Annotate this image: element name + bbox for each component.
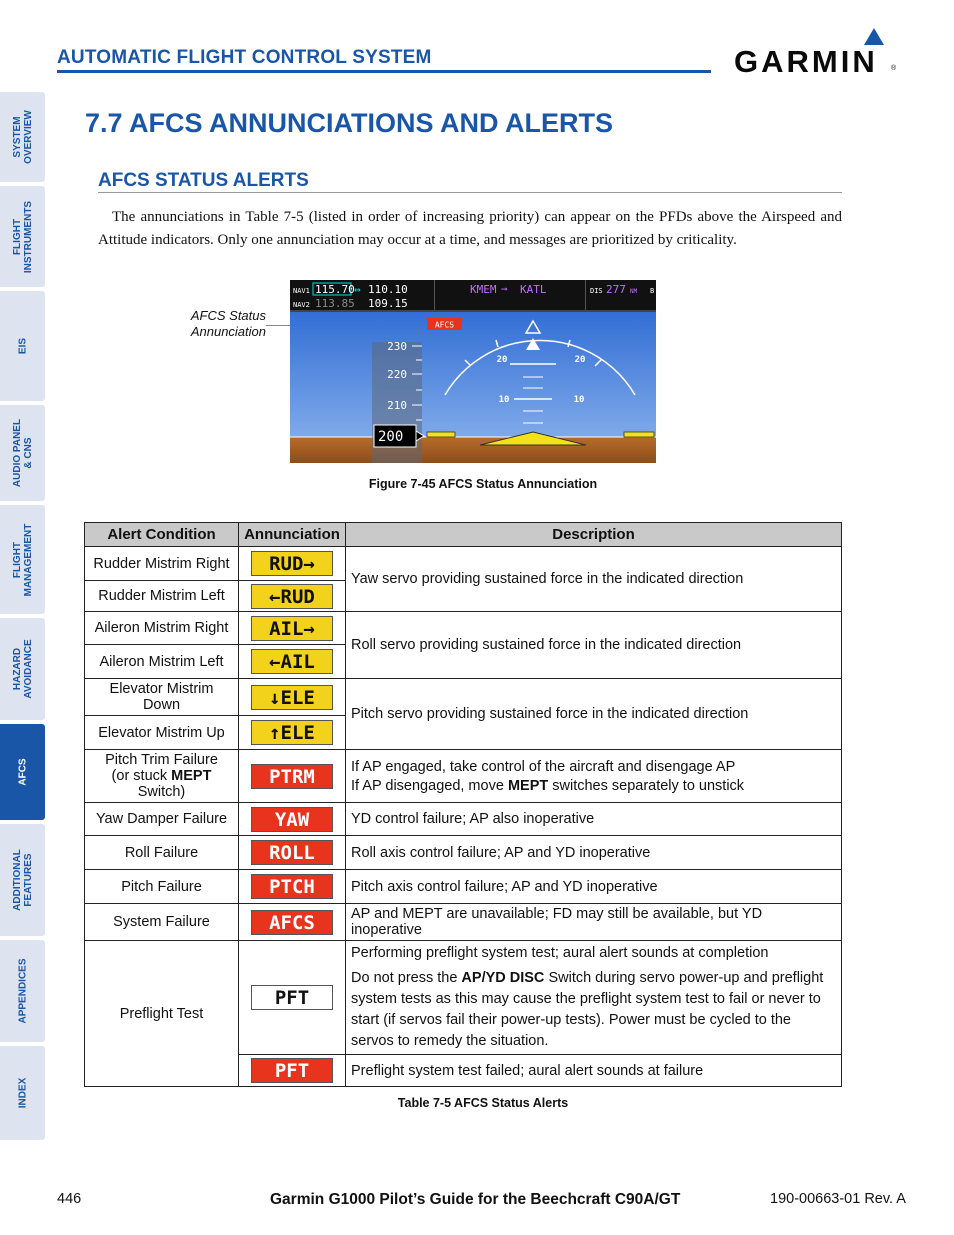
dis-label: DIS — [590, 287, 603, 295]
alert-condition: Pitch Trim Failure (or stuck MEPT Switch) — [85, 750, 239, 803]
annunciation-chip: ROLL — [251, 840, 333, 865]
table-header-row — [85, 523, 842, 547]
route-from: KMEM — [470, 283, 497, 296]
page-title: 7.7 AFCS ANNUNCIATIONS AND ALERTS — [85, 108, 614, 138]
nav1-standby: 110.10 — [368, 283, 408, 296]
annunciation-chip: PTRM — [251, 764, 333, 789]
alert-condition: Yaw Damper Failure — [85, 803, 239, 836]
garmin-triangle-icon — [864, 28, 884, 45]
nav2-standby: 109.15 — [368, 297, 408, 310]
tab-eis[interactable]: EIS — [0, 291, 45, 401]
annunciation-chip: ←AIL — [251, 649, 333, 674]
alert-description: Preflight system test failed; aural alert sounds at failure — [346, 1055, 842, 1087]
table-row — [85, 870, 842, 904]
subheading-rule — [98, 192, 842, 193]
table-row — [85, 904, 842, 941]
tab-appendices[interactable]: APPENDICES — [0, 940, 45, 1042]
annunciation-chip: PFT — [251, 1058, 333, 1083]
figure-callout: AFCS Status Annunciation — [190, 308, 266, 339]
table-row — [85, 547, 842, 581]
tab-additional-features[interactable]: ADDITIONAL FEATURES — [0, 824, 45, 936]
airspeed-current: 200 — [378, 429, 404, 445]
alert-description: YD control failure; AP also inoperative — [346, 803, 842, 836]
pitch-label-20-left: 20 — [496, 355, 508, 365]
alert-description: Performing preflight system test; aural alert sounds at completion Do not press the AP/YD DISC Switch during servo power-up and preflight system tests as this may cause the preflight system test to fail or never to start (if servos fail their power-up tests). Power must be cycled to the servos to remedy the situation. — [346, 941, 842, 1055]
header-rule — [57, 70, 711, 73]
header-alert-condition: Alert Condition — [85, 523, 239, 547]
alert-condition: Preflight Test — [85, 941, 239, 1087]
table-row — [85, 836, 842, 870]
nav2-active: 113.85 — [315, 297, 355, 310]
header-description: Description — [346, 523, 842, 547]
alert-condition: Aileron Mistrim Left — [85, 645, 239, 679]
airspeed-tick-210: 210 — [387, 399, 407, 412]
tab-afcs[interactable]: AFCS — [0, 724, 45, 820]
afcs-annunciation-chip: AFCS — [434, 320, 455, 330]
table-row — [85, 941, 842, 1055]
annunciation-chip: RUD→ — [251, 551, 333, 576]
pitch-label-20-right: 20 — [574, 355, 586, 365]
pfd-illustration — [290, 280, 656, 463]
alert-condition: Rudder Mistrim Right — [85, 547, 239, 581]
figure-caption: Figure 7-45 AFCS Status Annunciation — [368, 477, 598, 491]
route-to: KATL — [520, 283, 547, 296]
left-wing-bar-icon — [427, 432, 455, 437]
annunciation-chip: AIL→ — [251, 616, 333, 641]
nav1-label: NAV1 — [293, 287, 310, 295]
dis-value: 277 — [606, 283, 626, 296]
tab-flight-management[interactable]: FLIGHT MANAGEMENT — [0, 505, 45, 614]
alert-description: AP and MEPT are unavailable; FD may still be available, but YD inoperative — [346, 904, 842, 941]
header-annunciation: Annunciation — [239, 523, 346, 547]
annunciation-chip: YAW — [251, 807, 333, 832]
pitch-label-10-right: 10 — [573, 395, 585, 405]
annunciation-chip: AFCS — [251, 910, 333, 935]
annunciation-chip: ↑ELE — [251, 720, 333, 745]
alert-condition: Aileron Mistrim Right — [85, 612, 239, 645]
nav1-active: 115.70 — [315, 283, 355, 296]
alert-description: Pitch axis control failure; AP and YD inoperative — [346, 870, 842, 904]
alert-condition: Roll Failure — [85, 836, 239, 870]
annunciation-chip: PTCH — [251, 874, 333, 899]
table-caption: Table 7-5 AFCS Status Alerts — [397, 1096, 569, 1110]
footer-title: Garmin G1000 Pilot’s Guide for the Beechcraft C90A/GT — [270, 1191, 681, 1208]
tab-audio-panel[interactable]: AUDIO PANEL & CNS — [0, 405, 45, 501]
intro-paragraph: The annunciations in Table 7-5 (listed in order of increasing priority) can appear on the PFDs above the Airspeed and Attitude indicators. Only one annunciation may occur at a time, and messages are prioritized by criticality. — [98, 209, 842, 248]
pfd-figure — [290, 280, 656, 463]
route-arrow-icon: ➞ — [501, 283, 508, 296]
registered-mark: ® — [891, 65, 897, 72]
airspeed-tick-230: 230 — [387, 340, 407, 353]
alert-description: Pitch servo providing sustained force in the indicated direction — [346, 679, 842, 750]
right-wing-bar-icon — [624, 432, 654, 437]
table-row — [85, 679, 842, 716]
garmin-logo-text: GARMIN — [734, 44, 878, 79]
brg-label-clipped: B — [650, 287, 655, 295]
section-subheading: AFCS STATUS ALERTS — [98, 170, 309, 191]
table-row — [85, 803, 842, 836]
alert-condition: Pitch Failure — [85, 870, 239, 904]
dis-unit: NM — [630, 288, 638, 295]
alert-condition: Elevator Mistrim Down — [85, 679, 239, 716]
tab-hazard-avoidance[interactable]: HAZARD AVOIDANCE — [0, 618, 45, 720]
airspeed-tick-220: 220 — [387, 368, 407, 381]
garmin-logo — [734, 28, 899, 79]
annunciation-chip: ↓ELE — [251, 685, 333, 710]
table-row — [85, 612, 842, 645]
alert-description: Roll servo providing sustained force in the indicated direction — [346, 612, 842, 679]
alert-condition: System Failure — [85, 904, 239, 941]
tab-flight-instruments[interactable]: FLIGHT INSTRUMENTS — [0, 186, 45, 287]
annunciation-chip: PFT — [251, 985, 333, 1010]
alert-description: Roll axis control failure; AP and YD inoperative — [346, 836, 842, 870]
tab-index[interactable]: INDEX — [0, 1046, 45, 1140]
annunciation-chip: ←RUD — [251, 584, 333, 609]
nav2-label: NAV2 — [293, 301, 310, 309]
tab-system-overview[interactable]: SYSTEM OVERVIEW — [0, 92, 45, 182]
section-header-title: AUTOMATIC FLIGHT CONTROL SYSTEM — [57, 47, 432, 68]
afcs-status-alerts-table — [84, 522, 842, 1087]
nav-swap-icon: ↔ — [354, 283, 361, 296]
table-row — [85, 750, 842, 803]
page-number: 446 — [57, 1191, 82, 1207]
alert-condition: Elevator Mistrim Up — [85, 716, 239, 750]
alert-description: If AP engaged, take control of the aircraft and disengage AP If AP disengaged, move MEPT switches separately to unstick — [346, 750, 842, 803]
alert-condition: Rudder Mistrim Left — [85, 581, 239, 612]
pitch-label-10-left: 10 — [498, 395, 510, 405]
footer-doc-id: 190-00663-01 Rev. A — [770, 1191, 906, 1207]
alert-description: Yaw servo providing sustained force in the indicated direction — [346, 547, 842, 612]
